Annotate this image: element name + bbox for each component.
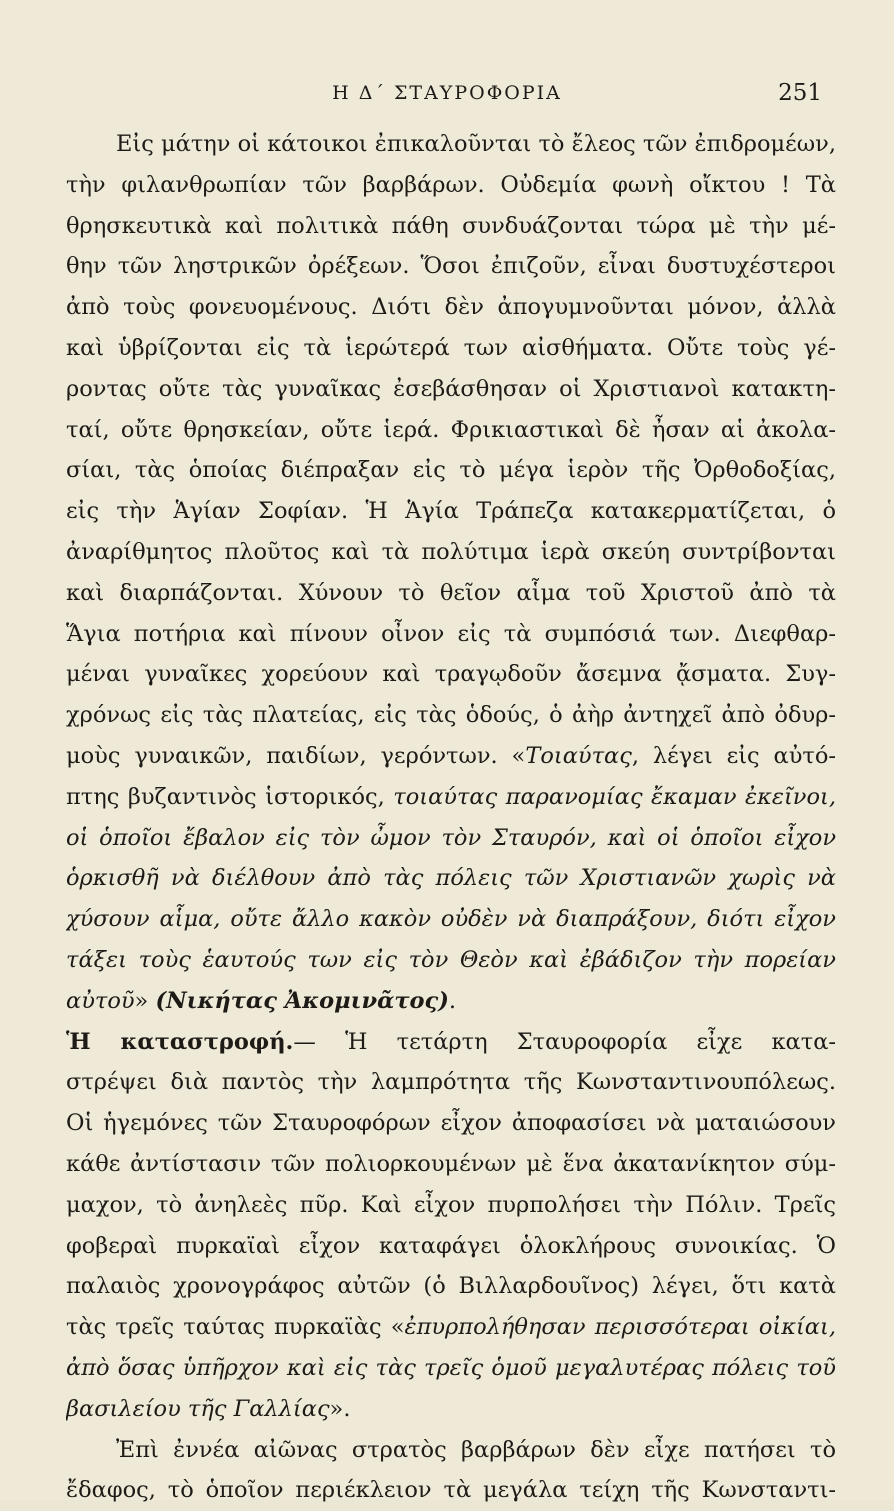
text-segment: φοβεραὶ πυρκαϊαὶ εἶχον καταφάγει ὁλοκλήρους συνοικίας. Ὁ: [66, 1232, 836, 1259]
text-line: [66, 328, 836, 369]
text-segment: Εἰς μάτην οἱ κάτοικοι ἐπικαλοῦνται τὸ ἔλεος τῶν ἐπιδρομέων,: [116, 131, 836, 157]
text-segment: πτης βυζαντινὸς ἱστορικός,: [66, 783, 394, 810]
text-segment: μέναι γυναῖκες χορεύουν καὶ τραγῳδοῦν ἄσεμνα ᾄσματα. Συγ-: [66, 661, 836, 688]
text-line: [66, 1022, 836, 1063]
text-line: [66, 899, 836, 940]
text-line: [66, 124, 836, 165]
text-segment: ἀπὸ ὅσας ὑπῆρχον καὶ εἰς τὰς τρεῖς ὁμοῦ μεγαλυτέρας πόλεις τοῦ: [66, 1354, 836, 1381]
running-head: [40, 80, 854, 110]
text-segment: χρόνως εἰς τὰς πλατείας, εἰς τὰς ὁδούς, ὁ ἀὴρ ἀντηχεῖ ἀπὸ ὀδυρ-: [66, 702, 836, 729]
text-segment: ἔδαφος, τὸ ὁποῖον περιέκλειον τὰ μεγάλα τείχη τῆς Κωνσταντι-: [66, 1477, 836, 1504]
text-line: [66, 1266, 836, 1307]
text-line: [66, 1062, 836, 1103]
text-segment: καὶ ὑβρίζονται εἰς τὰ ἱερώτερά των αἰσθήματα. Οὔτε τοὺς γέ-: [66, 334, 836, 361]
text-line: [66, 1103, 836, 1144]
text-segment: Ἅγια ποτήρια καὶ πίνουν οἶνον εἰς τὰ συμπόσιά των. Διεφθαρ-: [66, 620, 836, 647]
text-line: [66, 1307, 836, 1348]
text-segment: χύσουν αἷμα, οὔτε ἄλλο κακὸν οὐδὲν νὰ διαπράξουν, διότι εἶχον: [66, 906, 836, 933]
text-segment: εἰς τὴν Ἁγίαν Σοφίαν. Ἡ Ἁγία Τράπεζα κατακερματίζεται, ὁ: [66, 498, 836, 525]
text-segment: αὐτοῦ: [66, 987, 135, 1014]
text-segment: τὰς τρεῖς ταύτας πυρκαϊὰς «: [66, 1314, 405, 1341]
text-segment: τοιαύτας παρανομίας ἔκαμαν ἐκεῖνοι,: [393, 783, 836, 810]
text-segment: ἀπὸ τοὺς φονευομένους. Διότι δὲν ἀπογυμνοῦνται μόνον, ἀλλὰ: [66, 294, 836, 321]
text-line: [66, 165, 836, 206]
text-segment: οἱ ὁποῖοι ἔβαλον εἰς τὸν ὦμον τὸν Σταυρόν, καὶ οἱ ὁποῖοι εἶχον: [66, 824, 836, 851]
text-line: [66, 736, 836, 777]
text-line: [66, 818, 836, 859]
text-segment: ἀναρίθμητος πλοῦτος καὶ τὰ πολύτιμα ἱερὰ σκεύη συντρίβονται: [66, 538, 836, 565]
text-segment: Ἐπὶ ἐννέα αἰῶνας στρατὸς βαρβάρων δὲν εἶχε πατήσει τὸ: [116, 1436, 836, 1463]
text-segment: παλαιὸς χρονογράφος αὐτῶν (ὁ Βιλλαρδουῖνος) λέγει, ὅτι κατὰ: [66, 1273, 836, 1300]
text-line: [66, 1430, 836, 1471]
text-segment: ταί, οὔτε θρησκείαν, οὔτε ἱερά. Φρικιαστικαὶ δὲ ἦσαν αἱ ἀκολα-: [66, 416, 836, 443]
text-segment: τὴν φιλανθρωπίαν τῶν βαρβάρων. Οὐδεμία φωνὴ οἴκτου ! Τὰ: [66, 171, 836, 198]
text-line: [66, 695, 836, 736]
text-segment: καὶ διαρπάζονται. Χύνουν τὸ θεῖον αἷμα τοῦ Χριστοῦ ἀπὸ τὰ: [66, 579, 836, 606]
text-line: [66, 858, 836, 899]
body-text: [66, 124, 836, 1511]
text-line: [66, 1348, 836, 1389]
section-heading: Ἡ καταστροφή.: [66, 1028, 294, 1055]
text-line: [66, 1144, 836, 1185]
text-segment: μαχον, τὸ ἀνηλεὲς πῦρ. Καὶ εἶχον πυρπολήσει τὴν Πόλιν. Τρεῖς: [66, 1191, 836, 1218]
text-line: [66, 777, 836, 818]
text-line: [66, 206, 836, 247]
text-segment: σίαι, τὰς ὁποίας διέπραξαν εἰς τὸ μέγα ἱερὸν τῆς Ὀρθοδοξίας,: [66, 457, 836, 484]
citation: (Νικήτας Ἀκομινᾶτος): [155, 987, 449, 1014]
text-line: [66, 981, 836, 1022]
text-segment: ».: [329, 1395, 351, 1422]
text-segment: μοὺς γυναικῶν, παιδίων, γερόντων. «: [66, 742, 526, 769]
text-segment: βασιλείου τῆς Γαλλίας: [66, 1395, 330, 1422]
text-line: [66, 532, 836, 573]
page-number: 251: [778, 80, 822, 106]
text-segment: τάξει τοὺς ἑαυτούς των εἰς τὸν Θεὸν καὶ ἐβάδιζον τὴν πορείαν: [66, 946, 836, 973]
text-line: [66, 450, 836, 491]
text-line: [66, 1470, 836, 1511]
text-segment: θην τῶν ληστρικῶν ὀρέξεων. Ὅσοι ἐπιζοῦν, εἶναι δυστυχέστεροι: [66, 253, 836, 280]
text-line: [66, 1389, 836, 1430]
text-segment: θρησκευτικὰ καὶ πολιτικὰ πάθη συνδυάζονται τώρα μὲ τὴν μέ-: [66, 212, 836, 239]
text-segment: »: [134, 987, 156, 1014]
chapter-title: Η Δ΄ ΣΤΑΥΡΟΦΟΡΙΑ: [332, 82, 562, 104]
text-line: [66, 246, 836, 287]
text-segment: .: [448, 987, 457, 1014]
text-line: [66, 940, 836, 981]
text-line: [66, 1185, 836, 1226]
text-line: [66, 410, 836, 451]
text-segment: ἐπυρπολήθησαν περισσότεραι οἰκίαι,: [404, 1314, 836, 1341]
text-line: [66, 369, 836, 410]
text-segment: ροντας οὔτε τὰς γυναῖκας ἐσεβάσθησαν οἱ Χριστιανοὶ κατακτη-: [66, 375, 836, 402]
text-segment: στρέψει διὰ παντὸς τὴν λαμπρότητα τῆς Κωνσταντινουπόλεως.: [66, 1069, 836, 1096]
text-segment: ὁρκισθῆ νὰ διέλθουν ἀπὸ τὰς πόλεις τῶν Χριστιανῶν χωρὶς νὰ: [66, 865, 836, 892]
text-segment: , λέγει εἰς αὐτό-: [631, 742, 836, 769]
text-segment: — Ἡ τετάρτη Σταυροφορία εἶχε κατα-: [293, 1028, 836, 1055]
text-line: [66, 287, 836, 328]
text-segment: Τοιαύτας: [525, 742, 632, 769]
text-line: [66, 1226, 836, 1267]
text-segment: Οἱ ἡγεμόνες τῶν Σταυροφόρων εἶχον ἀποφασίσει νὰ ματαιώσουν: [66, 1110, 836, 1137]
text-line: [66, 654, 836, 695]
text-line: [66, 573, 836, 614]
text-segment: κάθε ἀντίστασιν τῶν πολιορκουμένων μὲ ἕνα ἀκατανίκητον σύμ-: [66, 1150, 836, 1177]
text-line: [66, 491, 836, 532]
text-line: [66, 614, 836, 655]
